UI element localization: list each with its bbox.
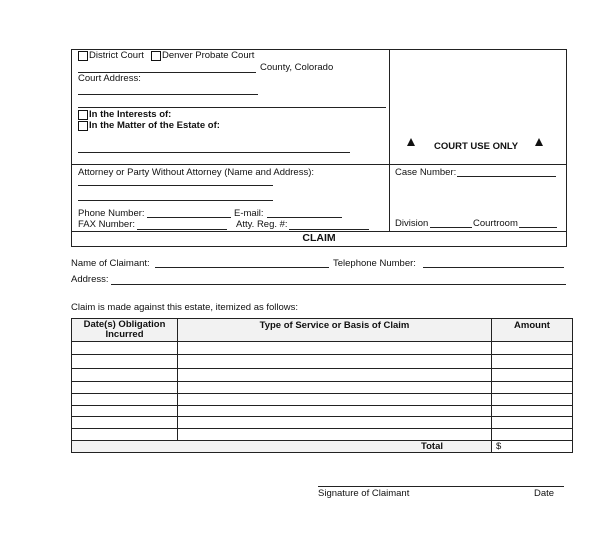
table-header-bottom xyxy=(71,341,573,342)
attorney-line-1[interactable] xyxy=(78,185,273,186)
section-divider-right xyxy=(389,164,567,165)
phone-label: Phone Number: xyxy=(78,208,145,219)
atty-reg-line[interactable] xyxy=(289,229,369,230)
court-address-label: Court Address: xyxy=(78,73,141,84)
fax-label: FAX Number: xyxy=(78,219,136,230)
table-row xyxy=(71,393,573,394)
table-col-divider-1 xyxy=(177,318,178,440)
denver-probate-label: Denver Probate Court xyxy=(162,50,255,61)
phone-line[interactable] xyxy=(147,217,231,218)
date-label: Date xyxy=(534,488,555,499)
court-use-only-label: COURT USE ONLY xyxy=(434,141,519,152)
court-address-line[interactable] xyxy=(78,94,258,95)
fax-line[interactable] xyxy=(137,229,227,230)
court-address-line-2 xyxy=(78,107,386,108)
col-dates-header-line1: Date(s) Obligation xyxy=(83,319,166,330)
col-dates-header xyxy=(72,320,177,340)
table-row xyxy=(71,381,573,382)
section-divider-left xyxy=(71,164,389,165)
claimant-name-line[interactable] xyxy=(155,267,329,268)
address-line[interactable] xyxy=(111,284,566,285)
total-currency: $ xyxy=(496,441,502,452)
matter-of-estate-checkbox[interactable] xyxy=(78,121,88,131)
claimant-name-label: Name of Claimant: xyxy=(71,258,150,269)
interests-of-label: In the Interests of: xyxy=(89,109,172,120)
caption-divider xyxy=(389,49,390,231)
table-row xyxy=(71,416,573,417)
attorney-line-2[interactable] xyxy=(78,200,273,201)
atty-reg-label: Atty. Reg. #: xyxy=(236,219,288,230)
table-col-divider-2 xyxy=(491,318,492,453)
estate-name-line[interactable] xyxy=(78,152,350,153)
division-label: Division xyxy=(395,218,429,229)
table-row xyxy=(71,368,573,369)
telephone-line[interactable] xyxy=(423,267,564,268)
attorney-label: Attorney or Party Without Attorney (Name and Address): xyxy=(78,167,315,178)
address-label: Address: xyxy=(71,274,109,285)
table-row xyxy=(71,405,573,406)
claim-intro: Claim is made against this estate, itemized as follows: xyxy=(71,302,299,313)
col-dates-header-line2: Incurred xyxy=(105,329,144,340)
email-line[interactable] xyxy=(267,217,342,218)
email-label: E-mail: xyxy=(234,208,264,219)
up-arrow-icon-right xyxy=(535,138,543,146)
claim-title: CLAIM xyxy=(302,232,336,244)
col-amount-header: Amount xyxy=(514,320,550,331)
col-type-header: Type of Service or Basis of Claim xyxy=(259,320,410,331)
courtroom-line[interactable] xyxy=(519,227,557,228)
county-label: County, Colorado xyxy=(260,62,334,73)
matter-of-estate-label: In the Matter of the Estate of: xyxy=(89,120,220,131)
table-row xyxy=(71,354,573,355)
case-number-label: Case Number: xyxy=(395,167,457,178)
district-court-label: District Court xyxy=(89,50,144,61)
courtroom-label: Courtroom xyxy=(473,218,518,229)
district-court-checkbox[interactable] xyxy=(78,51,88,61)
signature-label: Signature of Claimant xyxy=(318,488,410,499)
denver-probate-checkbox[interactable] xyxy=(151,51,161,61)
signature-line[interactable] xyxy=(318,486,564,487)
case-number-line[interactable] xyxy=(457,176,556,177)
telephone-label: Telephone Number: xyxy=(333,258,416,269)
table-row xyxy=(71,428,573,429)
division-line[interactable] xyxy=(430,227,472,228)
total-label: Total xyxy=(421,441,443,452)
up-arrow-icon-left xyxy=(407,138,415,146)
interests-of-checkbox[interactable] xyxy=(78,110,88,120)
